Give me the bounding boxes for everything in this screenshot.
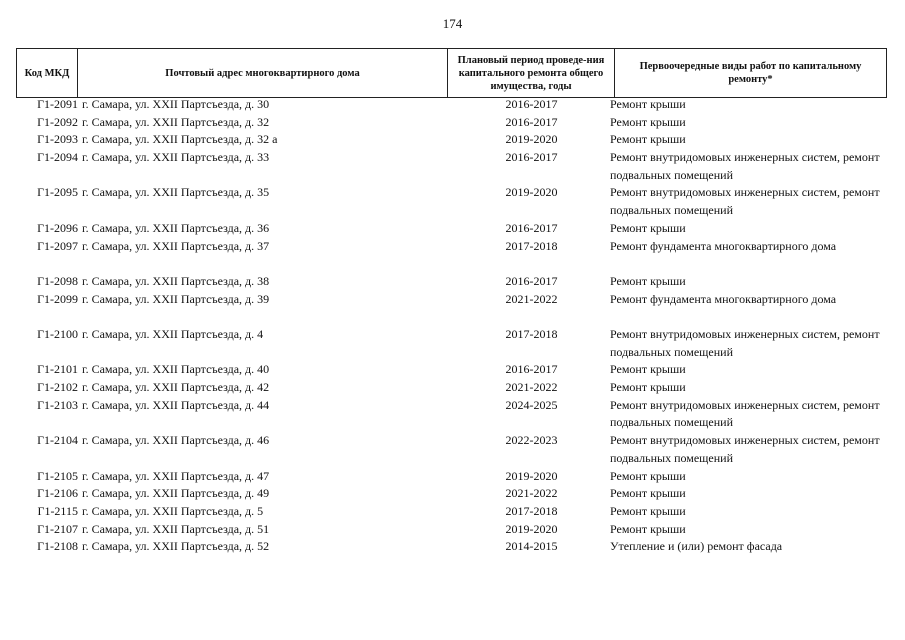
row-address: г. Самара, ул. XXII Партсъезда, д. 51 (82, 521, 270, 536)
header-code: Код МКД (16, 49, 78, 97)
row-code: Г1-2092 (37, 114, 78, 129)
row-works: Ремонт крыши (610, 220, 686, 235)
row-works: Ремонт крыши (610, 521, 686, 536)
row-works: Ремонт крыши (610, 114, 686, 129)
row-period: 2016-2017 (505, 150, 558, 165)
row-works: Ремонт крыши (610, 380, 686, 395)
row-address: г. Самара, ул. XXII Партсъезда, д. 47 (82, 468, 270, 483)
row-works: Ремонт крыши (610, 273, 686, 288)
row-period: 2017-2018 (505, 327, 558, 341)
table-row (16, 238, 887, 273)
table-row (16, 131, 887, 149)
row-code: Г1-2102 (37, 380, 78, 395)
row-period: 2021-2022 (505, 380, 558, 395)
row-code: Г1-2097 (37, 238, 78, 253)
row-works: Ремонт крыши (610, 132, 686, 147)
row-period: 2022-2023 (505, 433, 558, 448)
row-works: Ремонт внутридомовых инженерных систем, ремонт подвальных помещений (610, 433, 880, 465)
row-period: 2016-2017 (505, 220, 558, 235)
row-address: г. Самара, ул. XXII Партсъезда, д. 52 (82, 539, 270, 554)
table-row (16, 521, 887, 539)
table-header (16, 48, 887, 98)
table-row (16, 273, 887, 291)
row-address: г. Самара, ул. XXII Партсъезда, д. 32 (82, 114, 270, 129)
row-address: г. Самара, ул. XXII Партсъезда, д. 42 (82, 380, 270, 395)
row-period: 2017-2018 (505, 503, 558, 518)
table-row (16, 485, 887, 503)
row-address: г. Самара, ул. XXII Партсъезда, д. 49 (82, 486, 270, 501)
row-period: 2016-2017 (505, 273, 558, 288)
row-address: г. Самара, ул. XXII Партсъезда, д. 38 (82, 273, 270, 288)
row-code: Г1-2105 (37, 468, 78, 483)
row-code: Г1-2106 (37, 486, 78, 501)
row-address: г. Самара, ул. XXII Партсъезда, д. 39 (82, 291, 270, 306)
table-row (16, 361, 887, 379)
row-period: 2021-2022 (505, 486, 558, 501)
row-code: Г1-2095 (37, 185, 78, 200)
row-address: г. Самара, ул. XXII Партсъезда, д. 46 (82, 433, 270, 448)
row-period: 2016-2017 (505, 114, 558, 129)
row-period: 2019-2020 (505, 468, 558, 483)
row-code: Г1-2091 (37, 97, 78, 111)
row-code: Г1-2099 (37, 291, 78, 306)
row-works: Ремонт крыши (610, 362, 686, 377)
row-address: г. Самара, ул. XXII Партсъезда, д. 36 (82, 220, 270, 235)
row-code: Г1-2103 (37, 397, 78, 412)
row-works: Ремонт крыши (610, 486, 686, 501)
row-code: Г1-2096 (37, 220, 78, 235)
row-code: Г1-2101 (37, 362, 78, 377)
table-row (16, 220, 887, 238)
table-row (16, 468, 887, 486)
table-row (16, 432, 887, 467)
row-code: Г1-2104 (37, 433, 78, 448)
row-address: г. Самара, ул. XXII Партсъезда, д. 44 (82, 397, 270, 412)
table-row (16, 326, 887, 361)
row-address: г. Самара, ул. XXII Партсъезда, д. 37 (82, 238, 270, 253)
row-works: Ремонт внутридомовых инженерных систем, ремонт подвальных помещений (610, 397, 880, 430)
table-row (16, 503, 887, 521)
table-row (16, 96, 887, 114)
row-address: г. Самара, ул. XXII Партсъезда, д. 5 (82, 503, 264, 518)
row-period: 2024-2025 (505, 397, 558, 412)
table-row (16, 184, 887, 219)
table-row (16, 114, 887, 132)
row-works: Ремонт внутридомовых инженерных систем, ремонт подвальных помещений (610, 185, 880, 218)
header-address: Почтовый адрес многоквартирного дома (78, 49, 448, 97)
row-address: г. Самара, ул. XXII Партсъезда, д. 35 (82, 185, 270, 200)
table-body (16, 96, 887, 556)
row-works: Ремонт крыши (610, 97, 686, 111)
row-works: Утепление и (или) ремонт фасада (610, 539, 783, 554)
row-period: 2019-2020 (505, 132, 558, 147)
table-row (16, 291, 887, 326)
header-period: Плановый период проведе-ния капитального ремонта общего имущества, годы (448, 49, 615, 97)
row-address: г. Самара, ул. XXII Партсъезда, д. 4 (82, 327, 264, 341)
row-period: 2019-2020 (505, 185, 558, 200)
row-code: Г1-2094 (37, 150, 78, 165)
table-row (16, 149, 887, 184)
row-works: Ремонт крыши (610, 468, 686, 483)
row-period: 2019-2020 (505, 521, 558, 536)
row-code: Г1-2093 (37, 132, 78, 147)
table-row (16, 397, 887, 432)
row-works: Ремонт фундамента многоквартирного дома (610, 291, 837, 306)
row-period: 2017-2018 (505, 238, 558, 253)
page-number: 174 (442, 16, 463, 31)
table-row (16, 538, 887, 556)
row-works: Ремонт крыши (610, 503, 686, 518)
row-code: Г1-2115 (37, 503, 78, 518)
row-code: Г1-2098 (37, 273, 78, 288)
row-address: г. Самара, ул. XXII Партсъезда, д. 32 а (82, 132, 278, 147)
row-period: 2021-2022 (505, 291, 558, 306)
row-code: Г1-2107 (37, 521, 78, 536)
row-address: г. Самара, ул. XXII Партсъезда, д. 40 (82, 362, 270, 377)
row-period: 2016-2017 (505, 97, 558, 111)
row-works: Ремонт фундамента многоквартирного дома (610, 238, 837, 253)
row-works: Ремонт внутридомовых инженерных систем, ремонт подвальных помещений (610, 327, 880, 359)
row-works: Ремонт внутридомовых инженерных систем, ремонт подвальных помещений (610, 150, 880, 182)
row-period: 2016-2017 (505, 362, 558, 377)
row-code: Г1-2108 (37, 539, 78, 554)
row-address: г. Самара, ул. XXII Партсъезда, д. 30 (82, 97, 270, 111)
row-address: г. Самара, ул. XXII Партсъезда, д. 33 (82, 150, 270, 165)
row-code: Г1-2100 (37, 327, 78, 341)
header-works: Первоочередные виды работ по капитальному ремонту* (615, 49, 887, 97)
row-period: 2014-2015 (505, 539, 558, 554)
table-row (16, 379, 887, 397)
